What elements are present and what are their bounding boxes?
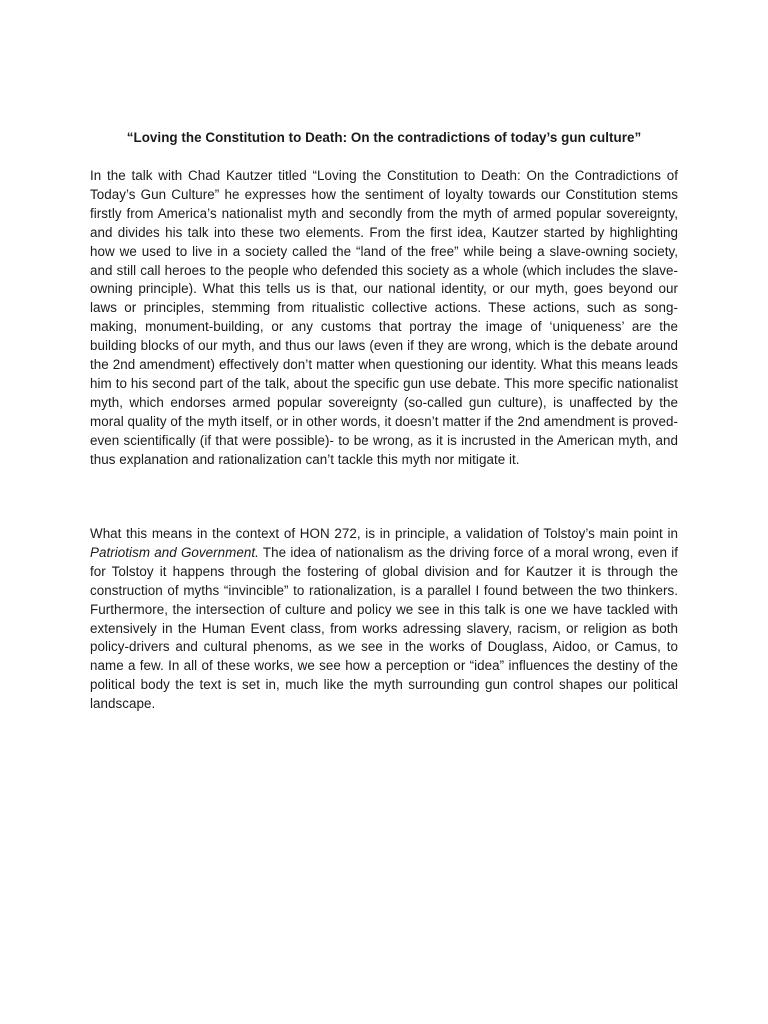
document-title: “Loving the Constitution to Death: On the contradictions of today’s gun culture”: [126, 130, 642, 145]
paragraph-2-intro: What this means in the context of HON 272, is in principle, a validation of Tolstoy’s main point in: [90, 526, 678, 541]
paragraph-2-body: The idea of nationalism as the driving force of a moral wrong, even if for Tolstoy it happens through the fostering of global division and for Kautzer it is through the construction of myths “invincible” to rationalization, is a parallel I found between the two thinkers. Furthermore, the intersection of culture and policy we see in this talk is one we have tackled with extensively in the Human Event class, from works adressing slavery, racism, or religion as both policy-drivers and cultural phenoms, as we see in the works of Douglass, Aidoo, or Camus, to name a few. In all of these works, we see how a perception or “idea” influences the destiny of the political body the text is set in, much like the myth surrounding gun control shapes our political landscape.: [90, 544, 678, 712]
paragraph-1: In the talk with Chad Kautzer titled “Loving the Constitution to Death: On the Contradictions of Today’s Gun Culture” he expresses how the sentiment of loyalty towards our Constitution stems firstly from America’s nationalist myth and secondly from the myth of armed popular sovereignty, and divides his talk into these two elements. From the first idea, Kautzer started by highlighting how we used to live in a society called the “land of the free” while being a slave-owning society, and still call heroes to the people who defended this society as a whole (which includes the slave-owning principle). What this tells us is that, our national identity, or our myth, goes beyond our laws or principles, stemming from ritualistic collective actions. These actions, such as song-making, monument-building, or any customs that portray the image of ‘uniqueness’ are the building blocks of our myth, and thus our laws (even if they are wrong, which is the debate around the 2nd amendment) effectively don’t matter when questioning our identity. What this means leads him to his second part of the talk, about the specific gun use debate. This more specific nationalist myth, which endorses armed popular sovereignty (so-called gun culture), is unaffected by the moral quality of the myth itself, or in other words, it doesn’t matter if the 2nd amendment is proved- even scientifically (if that were possible)- to be wrong, as it is incrusted in the American myth, and thus explanation and rationalization can’t tackle this myth nor mitigate it.: [90, 168, 678, 467]
paragraph-2: [90, 525, 678, 714]
book-title-italic: Patriotism and Government.: [90, 544, 259, 560]
